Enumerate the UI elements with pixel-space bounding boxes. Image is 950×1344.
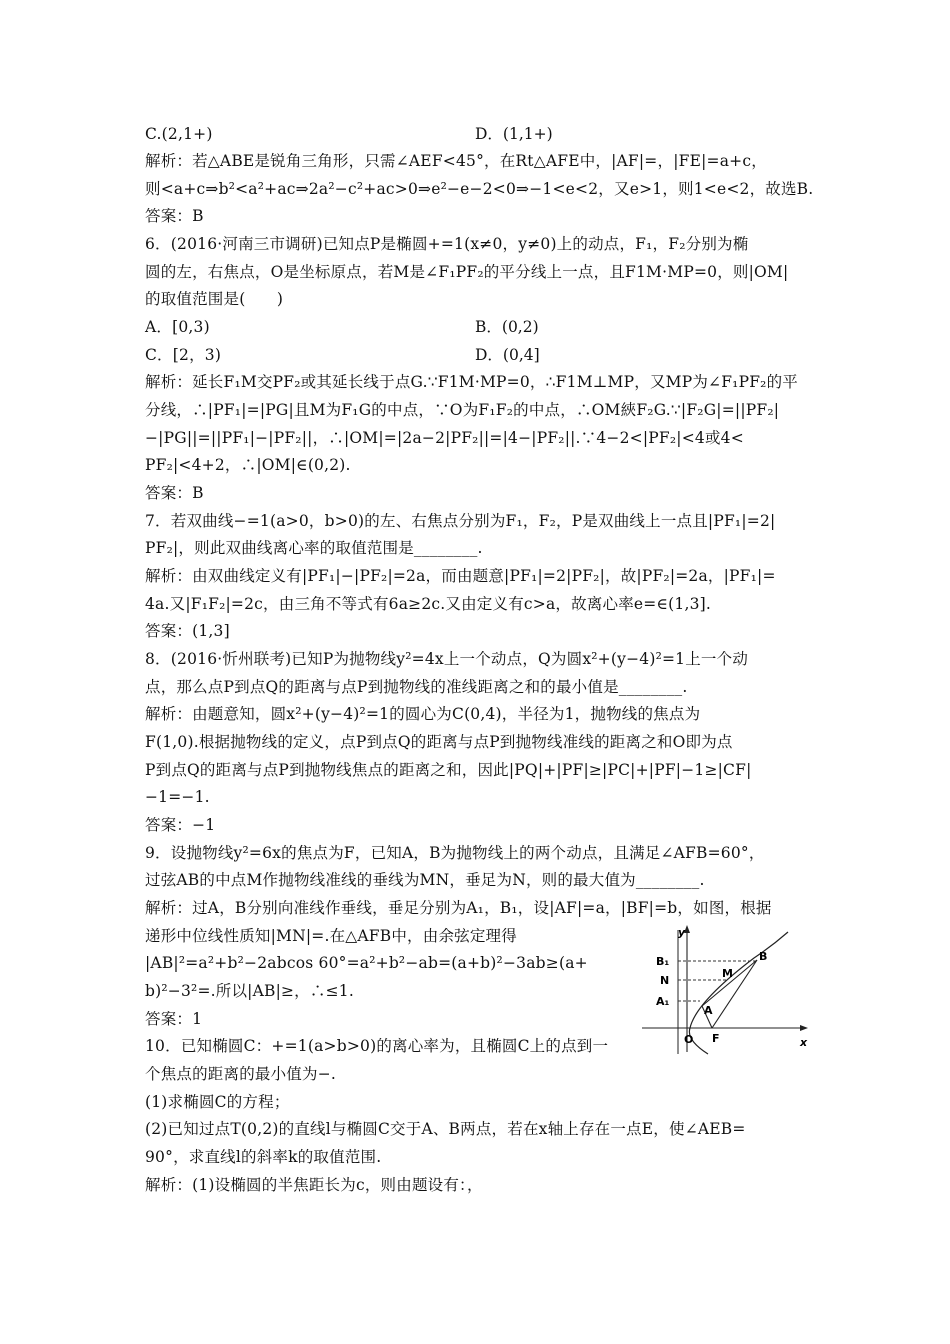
solution-q9-line1: 解析：过A，B分别向准线作垂线，垂足分别为A₁，B₁，设|AF|=a，|BF|=b，如图，根据: [145, 899, 772, 917]
x-axis-label: x: [800, 1036, 808, 1049]
label-a: A: [704, 1004, 713, 1017]
question-7-line1: 7．若双曲线−=1(a>0，b>0)的左、右焦点分别为F₁，F₂，P是双曲线上一点且|PF₁|=2|: [145, 512, 776, 530]
solution-q8-line2: F(1,0).根据抛物线的定义，点P到点Q的距离与点P到抛物线准线的距离之和O即为点: [145, 733, 733, 751]
solution-q9-line4: b)²−3²=.所以|AB|≥，∴≤1.: [145, 982, 354, 1000]
solution-q7-line1: 解析：由双曲线定义有|PF₁|−|PF₂|=2a，而由题意|PF₁|=2|PF₂|，故|PF₂|=2a，|PF₁|=: [145, 567, 776, 585]
solution-q6-line3: −|PG||=||PF₁|−|PF₂||，∴|OM|=|2a−2|PF₂||=|4−|PF₂||.∵4−2<|PF₂|<4或4<: [145, 429, 744, 447]
answer-q6: 答案：B: [145, 484, 204, 502]
answer-q5: 答案：B: [145, 207, 204, 225]
question-9-line1: 9．设抛物线y²=6x的焦点为F，已知A，B为抛物线上的两个动点，且满足∠AFB=60°，: [145, 844, 765, 862]
answer-q7: 答案：(1,3]: [145, 622, 230, 640]
solution-q7-line2: 4a.又|F₁F₂|=2c，由三角不等式有6a≥2c.又由定义有c>a，故离心率e=∈(1,3].: [145, 595, 712, 613]
x-axis-arrow: [800, 1025, 808, 1031]
solution-q5-line2: 则<a+c⇒b²<a²+ac⇒2a²−c²+ac>0⇒e²−e−2<0⇒−1<e<2，又e>1，则1<e<2，故选B.: [145, 180, 814, 198]
question-9-line2: 过弦AB的中点M作抛物线准线的垂线为MN，垂足为N，则的最大值为________.: [145, 871, 705, 889]
question-8-line2: 点，那么点P到点Q的距离与点P到抛物线的准线距离之和的最小值是________.: [145, 678, 688, 696]
answer-q8: 答案：−1: [145, 816, 216, 834]
label-b: B: [759, 950, 768, 963]
solution-q8-line4: −1=−1.: [145, 788, 210, 806]
label-f: F: [712, 1032, 720, 1045]
label-m: M: [722, 967, 733, 980]
solution-q8-line1: 解析：由题意知，圆x²+(y−4)²=1的圆心为C(0,4)，半径为1，抛物线的焦点为: [145, 705, 701, 723]
question-10-part2-line2: 90°，求直线l的斜率k的取值范围.: [145, 1148, 382, 1166]
solution-q9-line2: 递形中位线性质知|MN|=.在△AFB中，由余弦定理得: [145, 927, 517, 945]
answer-q9: 答案：1: [145, 1010, 203, 1028]
question-6-line3: 的取值范围是( ): [145, 290, 284, 308]
label-b1: B₁: [656, 955, 670, 968]
question-6-line2: 圆的左，右焦点，O是坐标原点，若M是∠F₁PF₂的平分线上一点，且F1M·MP=0，则|OM|: [145, 263, 789, 281]
option-d-q6: D．(0,4]: [475, 346, 540, 364]
solution-q6-line2: 分线，∴|PF₁|=|PG|且M为F₁G的中点，∵O为F₁F₂的中点，∴OM綊F₂G.∵|F₂G|=||PF₂|: [145, 401, 780, 419]
question-8-line1: 8．(2016·忻州联考)已知P为抛物线y²=4x上一个动点，Q为圆x²+(y−4)²=1上一个动: [145, 650, 749, 668]
option-c-q5: C.(2,1+): [145, 125, 213, 143]
parabola-figure: [632, 922, 817, 1058]
solution-q10-line1: 解析：(1)设椭圆的半焦距长为c，则由题设有：，: [145, 1176, 483, 1194]
option-d-q5: D．(1,1+): [475, 125, 553, 143]
option-a-q6: A．[0,3): [145, 318, 210, 336]
question-10-part2-line1: (2)已知过点T(0,2)的直线l与椭圆C交于A、B两点，若在x轴上存在一点E，使∠AEB=: [145, 1120, 746, 1138]
solution-q6-line4: PF₂|<4+2，∴|OM|∈(0,2).: [145, 456, 351, 474]
solution-q5-line1: 解析：若△ABE是锐角三角形，只需∠AEF<45°，在Rt△AFE中，|AF|=，|FE|=a+c，: [145, 152, 767, 170]
question-6-line1: 6．(2016·河南三市调研)已知点P是椭圆+=1(x≠0，y≠0)上的动点，F₁，F₂分别为椭: [145, 235, 749, 253]
question-10-part1: (1)求椭圆C的方程；: [145, 1093, 290, 1111]
parabola-curve: [689, 932, 788, 1054]
question-10-line1: 10．已知椭圆C：+=1(a>b>0)的离心率为，且椭圆C上的点到一: [145, 1037, 609, 1055]
option-c-q6: C．[2，3): [145, 346, 222, 364]
label-n: N: [660, 974, 670, 987]
solution-q6-line1: 解析：延长F₁M交PF₂或其延长线于点G.∵F1M·MP=0，∴F1M⊥MP，又MP为∠F₁PF₂的平: [145, 373, 798, 391]
label-a1: A₁: [656, 995, 670, 1008]
segment-fb: [712, 960, 757, 1028]
label-o: O: [684, 1033, 694, 1046]
solution-q9-line3: |AB|²=a²+b²−2abcos 60°=a²+b²−ab=(a+b)²−3ab≥(a+: [145, 954, 588, 972]
question-10-line2: 个焦点的距离的最小值为−.: [145, 1065, 337, 1083]
solution-q8-line3: P到点Q的距离与点P到抛物线焦点的距离之和，因此|PQ|+|PF|≥|PC|+|PF|−1≥|CF|: [145, 761, 752, 779]
y-axis-label: y: [678, 926, 686, 939]
question-7-line2: PF₂|，则此双曲线离心率的取值范围是________.: [145, 539, 483, 557]
option-b-q6: B．(0,2): [475, 318, 539, 336]
